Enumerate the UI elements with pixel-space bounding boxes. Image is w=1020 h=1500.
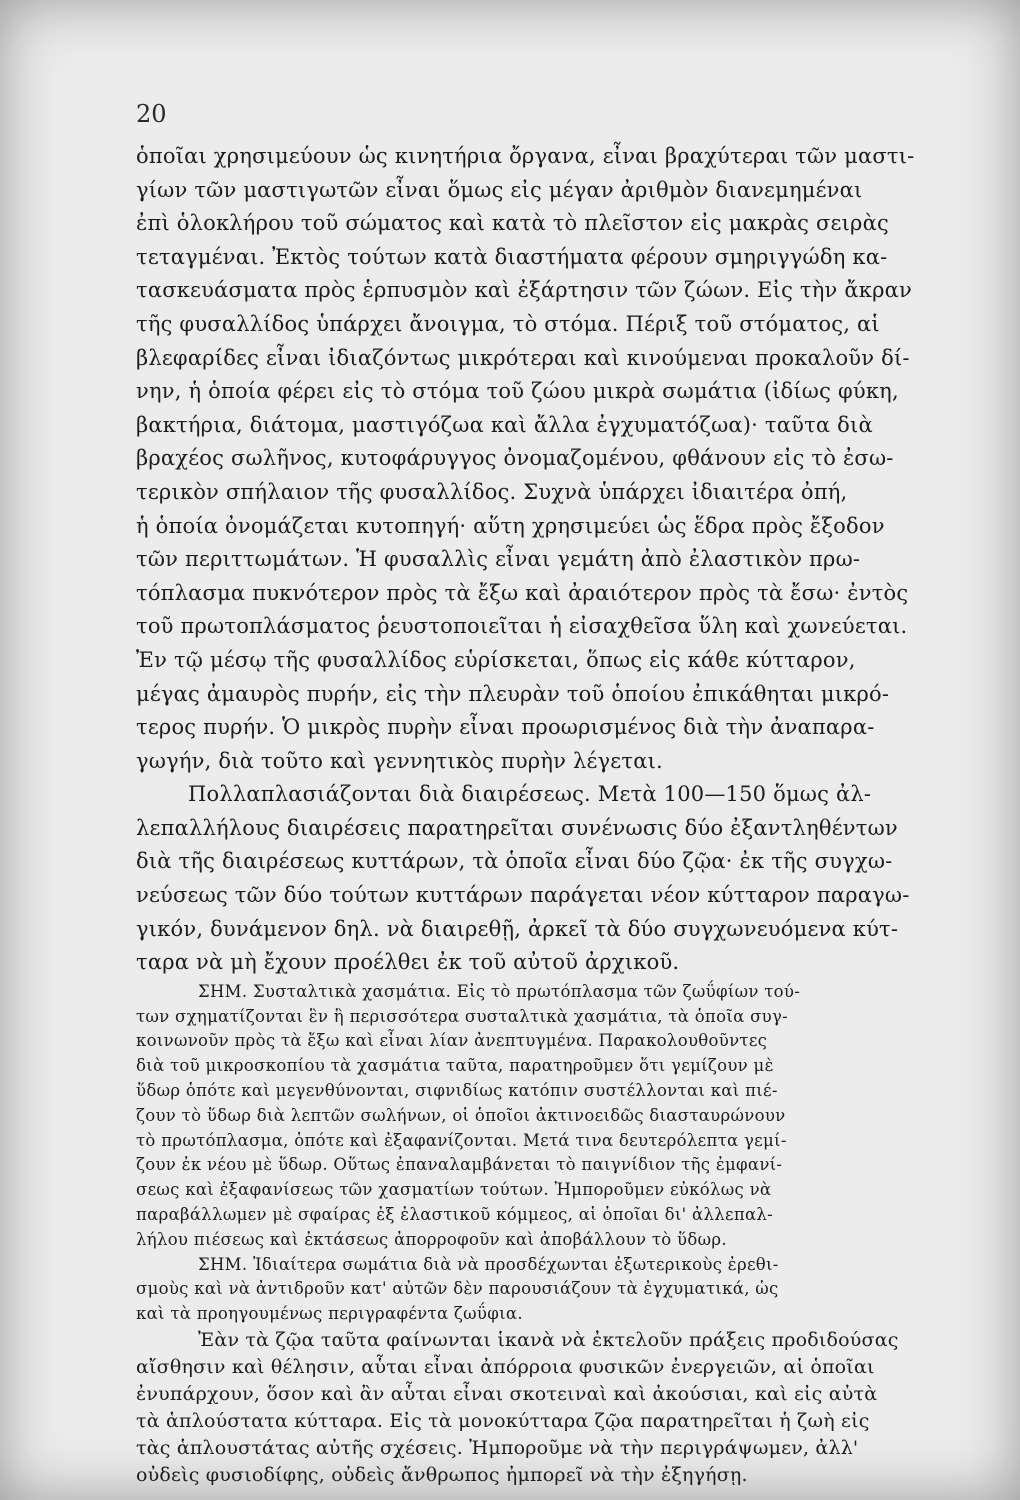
note-line: ὕδωρ ὁπότε καὶ μεγενθύνονται, σιφνιδίως κατόπιν συστέλλονται καὶ πιέ- xyxy=(136,1081,778,1101)
note-line: ΣΗΜ. Ἰδιαίτερα σωμάτια διὰ νὰ προσδέχωνται ἐξωτερικοὺς ἐρεθι- xyxy=(198,1254,779,1274)
note-line: κοινωνοῦν πρὸς τὰ ἔξω καὶ εἶναι λίαν ἀνεπτυγμένα. Παρακολουθοῦντες xyxy=(136,1031,768,1051)
note-line: καὶ τὰ προηγουμένως περιγραφέντα ζωΰφια. xyxy=(136,1304,523,1324)
text-line: ἐπὶ ὁλοκλήρου τοῦ σώματος καὶ κατὰ τὸ πλεῖστον εἰς μακρὰς σειρὰς xyxy=(136,211,889,236)
text-line: γίων τῶν μαστιγωτῶν εἶναι ὅμως εἰς μέγαν ἀριθμὸν διανεμημέναι xyxy=(136,177,863,202)
text-line: τῶν περιττωμάτων. Ἡ φυσαλλὶς εἶναι γεμάτη ἀπὸ ἐλαστικὸν πρω- xyxy=(136,547,861,572)
text-line: βλεφαρίδες εἶναι ἰδιαζόντως μικρότεραι καὶ κινούμεναι προκαλοῦν δί- xyxy=(136,345,910,370)
text-line: τῆς φυσαλλίδος ὑπάρχει ἄνοιγμα, τὸ στόμα. Πέριξ τοῦ στόματος, αἱ xyxy=(136,311,880,336)
closing-paragraph xyxy=(136,1327,972,1489)
text-line: διὰ τῆς διαιρέσεως κυττάρων, τὰ ὁποῖα εἶναι δύο ζῷα· ἐκ τῆς συγχω- xyxy=(136,849,893,874)
text-line: τὰς ἁπλουστάτας αὐτῆς σχέσεις. Ἠμποροῦμε νὰ τὴν περιγράψωμεν, ἀλλ' xyxy=(136,1437,859,1459)
text-line: λεπαλλήλους διαιρέσεις παρατηρεῖται συνένωσις δύο ἐξαντληθέντων xyxy=(136,815,898,840)
note-line: των σχηματίζονται ἓν ἢ περισσότερα συσταλτικὰ χασμάτια, τὰ ὁποῖα συγ- xyxy=(136,1006,789,1026)
text-line: οὐδεὶς φυσιοδίφης, οὐδεὶς ἄνθρωπος ἠμπορεῖ νὰ τὴν ἐξηγήσῃ. xyxy=(136,1464,748,1486)
text-line: ὁποῖαι χρησιμεύουν ὡς κινητήρια ὄργανα, εἶναι βραχύτεραι τῶν μαστι- xyxy=(136,144,915,168)
text-line: τερος πυρήν. Ὁ μικρὸς πυρὴν εἶναι προωρισμένος διὰ τὴν ἀναπαρα- xyxy=(136,715,875,740)
note-line: σμοὺς καὶ νὰ ἀντιδροῦν κατ' αὐτῶν δὲν παρουσιάζουν τὰ ἐγχυματικά, ὡς xyxy=(136,1279,779,1299)
note-line: λήλου πιέσεως καὶ ἐκτάσεως ἀπορροφοῦν καὶ ἀποβάλλουν τὸ ὕδωρ. xyxy=(136,1229,727,1249)
text-line: τερικὸν σπήλαιον τῆς φυσαλλίδος. Συχνὰ ὑπάρχει ἰδιαιτέρα ὀπή, xyxy=(136,479,848,504)
text-line: βραχέος σωλῆνος, κυτοφάρυγγος ὀνομαζομένου, φθάνουν εἰς τὸ ἐσω- xyxy=(136,446,894,471)
note-line: τὸ πρωτόπλασμα, ὁπότε καὶ ἐξαφανίζονται. Μετά τινα δευτερόλεπτα γεμί- xyxy=(136,1130,787,1150)
note-line: ζουν τὸ ὕδωρ διὰ λεπτῶν σωλήνων, οἱ ὁποῖοι ἀκτινοειδῶς διασταυρώνουν xyxy=(136,1105,786,1125)
text-line: νην, ἡ ὁποία φέρει εἰς τὸ στόμα τοῦ ζώου μικρὰ σωμάτια (ἰδίως φύκη, xyxy=(136,379,899,404)
text-line: αἴσθησιν καὶ θέλησιν, αὗται εἶναι ἀπόρροια φυσικῶν ἐνεργειῶν, αἱ ὁποῖαι xyxy=(136,1356,875,1378)
page-number: 20 xyxy=(136,100,167,128)
text-line: Ἐν τῷ μέσῳ τῆς φυσαλλίδος εὑρίσκεται, ὅπως εἰς κάθε κύτταρον, xyxy=(136,647,856,672)
text-line: τόπλασμα πυκνότερον πρὸς τὰ ἔξω καὶ ἀραιότερον πρὸς τὰ ἔσω· ἐντὸς xyxy=(136,580,909,605)
text-line: νεύσεως τῶν δύο τούτων κυττάρων παράγεται νέον κύτταρον παραγω- xyxy=(136,883,910,908)
text-line: ἐνυπάρχουν, ὅσον καὶ ἂν αὗται εἶναι σκοτειναὶ καὶ ἀκούσιαι, καὶ εἰς αὐτὰ xyxy=(136,1383,878,1405)
text-line: Ἐὰν τὰ ζῷα ταῦτα φαίνωνται ἱκανὰ νὰ ἐκτελοῦν πράξεις προδιδούσας xyxy=(198,1329,899,1351)
text-line: τασκευάσματα πρὸς ἑρπυσμὸν καὶ ἐξάρτησιν τῶν ζώων. Εἰς τὴν ἄκραν xyxy=(136,278,912,303)
text-line: ἡ ὁποία ὀνομάζεται κυτοπηγή· αὕτη χρησιμεύει ὡς ἕδρα πρὸς ἔξοδον xyxy=(136,513,885,538)
text-line: ταρα νὰ μὴ ἔχουν προέλθει ἐκ τοῦ αὐτοῦ ἀρχικοῦ. xyxy=(136,950,680,975)
note-line: σεως καὶ ἐξαφανίσεως τῶν χασματίων τούτων. Ἠμποροῦμεν εὐκόλως νὰ xyxy=(136,1180,772,1200)
text-line: τοῦ πρωτοπλάσματος ῥευστοποιεῖται ἡ εἰσαχθεῖσα ὕλη καὶ χωνεύεται. xyxy=(136,614,908,639)
text-line: τὰ ἁπλούστατα κύτταρα. Εἰς τὰ μονοκύτταρα ζῷα παρατηρεῖται ἡ ζωὴ εἰς xyxy=(136,1410,870,1432)
footnotes xyxy=(136,980,972,1327)
note-line: παραβάλλωμεν μὲ σφαίρας ἐξ ἐλαστικοῦ κόμμεος, αἱ ὁποῖαι δι' ἀλλεπαλ- xyxy=(136,1205,774,1225)
text-line: γικόν, δυνάμενον δηλ. νὰ διαιρεθῇ, ἀρκεῖ τὰ δύο συγχωνευόμενα κύτ- xyxy=(136,916,899,941)
note-line: ΣΗΜ. Συσταλτικὰ χασμάτια. Εἰς τὸ πρωτόπλασμα τῶν ζωΰφίων τού- xyxy=(198,981,801,1001)
text-line: Πολλαπλασιάζονται διὰ διαιρέσεως. Μετὰ 100—150 ὅμως ἀλ- xyxy=(188,782,872,807)
main-text xyxy=(136,140,972,1489)
text-line: βακτήρια, διάτομα, μαστιγόζωα καὶ ἄλλα ἐγχυματόζωα)· ταῦτα διὰ xyxy=(136,412,873,437)
text-line: τεταγμέναι. Ἐκτὸς τούτων κατὰ διαστήματα φέρουν σμηριγγώδη κα- xyxy=(136,244,888,269)
note-line: διὰ τοῦ μικροσκοπίου τὰ χασμάτια ταῦτα, παρατηροῦμεν ὅτι γεμίζουν μὲ xyxy=(136,1056,774,1076)
note-line: ζουν ἐκ νέου μὲ ὕδωρ. Οὕτως ἐπαναλαμβάνεται τὸ παιγνίδιον τῆς ἐμφανί- xyxy=(136,1155,783,1175)
text-line: γωγήν, διὰ τοῦτο καὶ γεννητικὸς πυρὴν λέγεται. xyxy=(136,748,663,773)
text-line: μέγας ἀμαυρὸς πυρήν, εἰς τὴν πλευρὰν τοῦ ὁποίου ἐπικάθηται μικρό- xyxy=(136,681,890,706)
